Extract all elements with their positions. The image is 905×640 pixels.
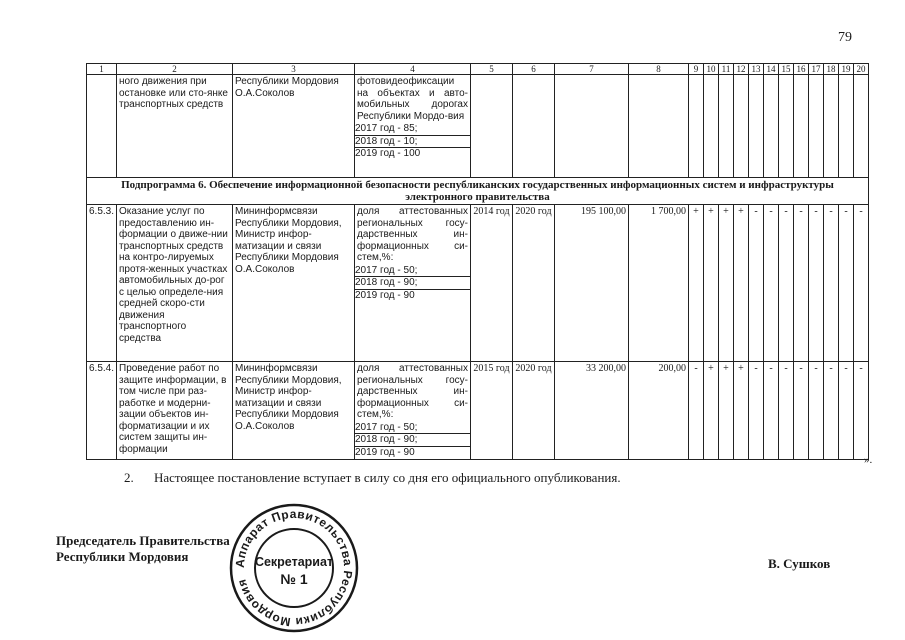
year-value: 2017 год - 50;: [355, 264, 418, 276]
col-num: 4: [355, 64, 471, 75]
mark-cell: -: [749, 205, 764, 362]
col-num: 3: [233, 64, 355, 75]
col-num: 13: [749, 64, 764, 75]
decree-number: 2.: [124, 470, 134, 485]
mark-cell: -: [839, 205, 854, 362]
stamp-center-line2: № 1: [280, 571, 308, 587]
mark-cell: -: [824, 362, 839, 460]
mark-cell: -: [824, 205, 839, 362]
decree-text: Настоящее постановление вступает в силу со дня его официального опубликования.: [154, 470, 621, 485]
indicator-cell: [355, 205, 471, 362]
mark-cell: -: [854, 362, 869, 460]
mark-cell: -: [839, 362, 854, 460]
indicator-cell: [355, 362, 471, 460]
end-year: 2020 год: [513, 362, 555, 460]
subprogram-heading: Подпрограмма 6. Обеспечение информационной безопасности республиканских государственных информационных систем и инфраструктуры электронного правительства: [87, 178, 869, 205]
mark-cell: -: [749, 362, 764, 460]
year-value: 2018 год - 90;: [355, 277, 470, 290]
year-value: 2019 год - 90: [355, 446, 470, 458]
budget-amount: 1 700,00: [629, 205, 689, 362]
start-year: 2015 год: [471, 362, 513, 460]
col-num: 18: [824, 64, 839, 75]
row-number: 6.5.3.: [87, 205, 117, 362]
mark-cell: -: [779, 205, 794, 362]
measure-cell: Проведение работ по защите информации, в том числе при раз-работке и модерни-зации объектов ин-форматизации и их систем защиты ин-формации: [117, 362, 233, 460]
col-num: 1: [87, 64, 117, 75]
indicator-text: фотовидеофиксации на объектах и авто-мобильных дорогах Республики Мордо-вия: [357, 76, 468, 122]
year-value: 2019 год - 90: [355, 289, 470, 301]
mark-cell: +: [734, 362, 749, 460]
mark-cell: -: [764, 362, 779, 460]
position-line: Республики Мордовия: [56, 549, 189, 564]
measure-cell: ного движения при остановке или сто-янке транспортных средств: [117, 75, 233, 178]
col-num: 2: [117, 64, 233, 75]
mark-cell: -: [764, 205, 779, 362]
col-num: 14: [764, 64, 779, 75]
mark-cell: -: [809, 362, 824, 460]
col-num: 5: [471, 64, 513, 75]
decree-paragraph: [124, 470, 621, 486]
col-num: 16: [794, 64, 809, 75]
end-year: 2020 год: [513, 205, 555, 362]
mark-cell: -: [794, 362, 809, 460]
mark-cell: -: [854, 205, 869, 362]
year-value: 2017 год - 50;: [355, 421, 418, 433]
col-num: 20: [854, 64, 869, 75]
signatory-name: В. Сушков: [768, 556, 831, 571]
start-year: 2014 год: [471, 205, 513, 362]
col-num: 6: [513, 64, 555, 75]
executor-cell: Мининформсвязи Республики Мордовия, Министр инфор-матизации и связи Республики Мордовия О.А.Соколов: [233, 205, 355, 362]
executor-cell: Республики Мордовия О.А.Соколов: [233, 75, 355, 178]
year-value: 2018 год - 90;: [355, 434, 470, 447]
indicator-cell: [355, 75, 471, 178]
table-row: [87, 205, 869, 362]
col-num: 19: [839, 64, 854, 75]
col-num: 8: [629, 64, 689, 75]
mark-cell: -: [779, 362, 794, 460]
subprogram-heading-row: [87, 178, 869, 205]
program-table: [86, 63, 869, 460]
mark-cell: -: [809, 205, 824, 362]
position-line: Председатель Правительства: [56, 533, 230, 548]
col-num: 7: [555, 64, 629, 75]
column-number-row: [87, 64, 869, 75]
executor-cell: Мининформсвязи Республики Мордовия, Министр инфор-матизации и связи Республики Мордовия О.А.Соколов: [233, 362, 355, 460]
mark-cell: +: [689, 205, 704, 362]
signature-position: [56, 533, 230, 565]
col-num: 17: [809, 64, 824, 75]
indicator-text: доля аттестованных региональных госу-дарственных ин-формационных си-стем,%:: [357, 363, 468, 420]
col-num: 15: [779, 64, 794, 75]
measure-cell: Оказание услуг по предоставлению ин-формации о движе-нии транспортных средств на контро-лируемых протя-женных участках автомобильных до-рог с целью определе-ния средней скоро-сти движения транспортного средства: [117, 205, 233, 362]
mark-cell: +: [734, 205, 749, 362]
col-num: 10: [704, 64, 719, 75]
page-number: 79: [838, 30, 852, 45]
stamp-outer-text: Аппарат Правительства Республики Мордовия: [232, 506, 356, 630]
row-number: 6.5.4.: [87, 362, 117, 460]
col-num: 12: [734, 64, 749, 75]
indicator-text: доля аттестованных региональных госу-дарственных ин-формационных си-стем,%:: [357, 206, 468, 263]
total-amount: 195 100,00: [555, 205, 629, 362]
budget-amount: 200,00: [629, 362, 689, 460]
table-row: [87, 362, 869, 460]
mark-cell: -: [794, 205, 809, 362]
stamp-center-line1: Секретариат: [254, 555, 334, 569]
table-row-continuation: [87, 75, 869, 178]
col-num: 11: [719, 64, 734, 75]
total-amount: 33 200,00: [555, 362, 629, 460]
col-num: 9: [689, 64, 704, 75]
official-stamp: [228, 502, 360, 634]
mark-cell: +: [704, 205, 719, 362]
mark-cell: +: [719, 205, 734, 362]
closing-quote: ».: [864, 454, 873, 466]
year-value: 2019 год - 100: [355, 148, 470, 160]
mark-cell: +: [704, 362, 719, 460]
year-value: 2018 год - 10;: [355, 135, 470, 148]
year-value: 2017 год - 85;: [355, 123, 418, 134]
mark-cell: -: [689, 362, 704, 460]
mark-cell: +: [719, 362, 734, 460]
